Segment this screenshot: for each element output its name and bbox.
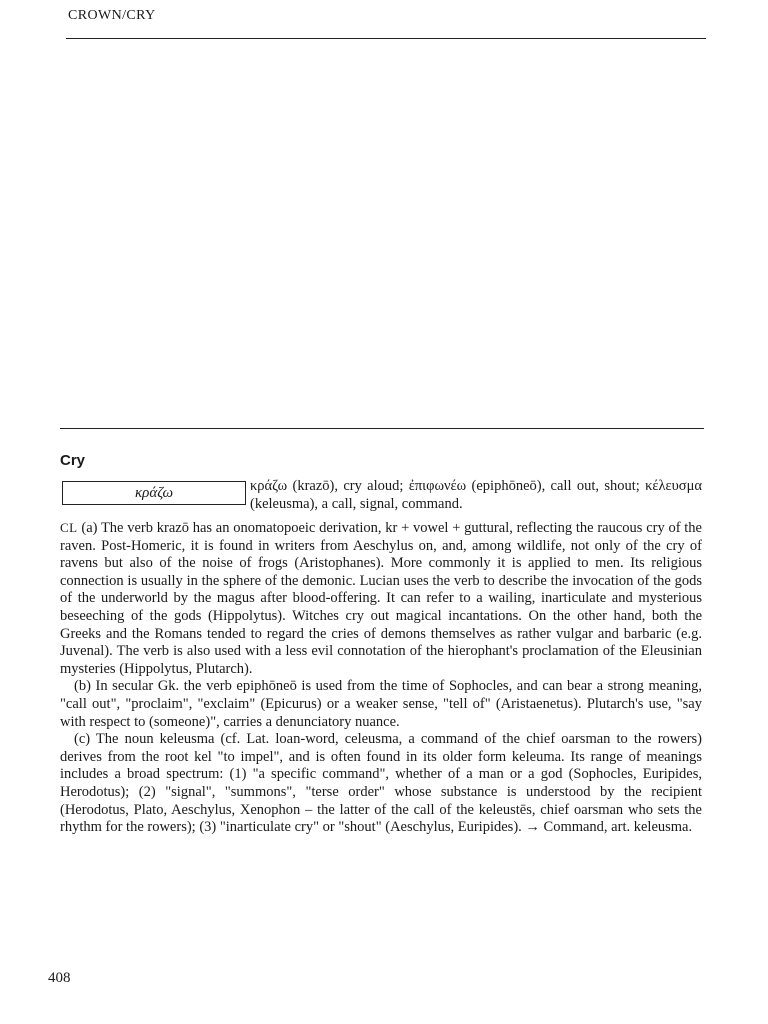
article-heading: Cry [60, 452, 86, 469]
paragraph-a-text: (a) The verb krazō has an onomatopoeic derivation, kr + vowel + guttural, reflecting the raucous cry of the raven. Post-Homeric, it is found in writers from Aeschylus on, and, among wildlife, not only of the cry of ravens but also of the noise of frogs (Aristophanes). More commonly it is applied to men. Its religious connection is usually in the sphere of the demonic. Lucian uses the verb to describe the invocation of the gods of the underworld by the magus after blood-offering. It can refer to a wailing, inarticulate and mysterious beseeching of the gods (Hippolytus). Witches cry out magical incantations. On the other hand, both the Greeks and the Romans tended to regard the cries of demons themselves as rather vulgar and barbaric (e.g. Juvenal). The verb is also used with a less evil connotation of the hierophant's proclamation of the Eleusinian mysteries (Hippolytus, Plutarch). [60, 520, 702, 677]
body-text [60, 519, 702, 837]
running-head: CROWN/CRY [68, 8, 156, 23]
keyword-definition: κράζω (krazō), cry aloud; ἐπιφωνέω (epiphōneō), call out, shout; κέλευσμα (keleusma), a call, signal, command. [250, 478, 702, 512]
entry-head [60, 475, 702, 517]
keyword-box: κράζω [62, 481, 246, 505]
article-cry [60, 452, 702, 837]
top-rule [66, 38, 706, 39]
paragraph-a [60, 519, 702, 678]
section-rule [60, 428, 704, 429]
paragraph-c: (c) The noun keleusma (cf. Lat. loan-word, celeusma, a command of the chief oarsman to the rowers) derives from the root kel "to impel", and is often found in its older form keleuma. Its range of meanings includes a broad spectrum: (1) "a specific command", whether of a man or a god (Sophocles, Euripides, Herodotus); (2) "signal", "summons", "terse order" whose substance is understood by the recipient (Herodotus, Plato, Aeschylus, Xenophon – the latter of the call of the keleustēs, chief oarsman who sets the rhythm for the rowers); (3) "inarticulate cry" or "shout" (Aeschylus, Euripides). → Command, art. keleusma. [60, 731, 702, 836]
paragraph-b: (b) In secular Gk. the verb epiphōneō is used from the time of Sophocles, and can bear a strong meaning, "call out", "proclaim", "exclaim" (Epicurus) or a weaker sense, "tell of" (Aristaenetus). Plutarch's use, "say with respect to (someone)", carries a denunciatory nuance. [60, 678, 702, 730]
cl-tag: CL [60, 520, 78, 535]
page-number: 408 [48, 970, 71, 986]
